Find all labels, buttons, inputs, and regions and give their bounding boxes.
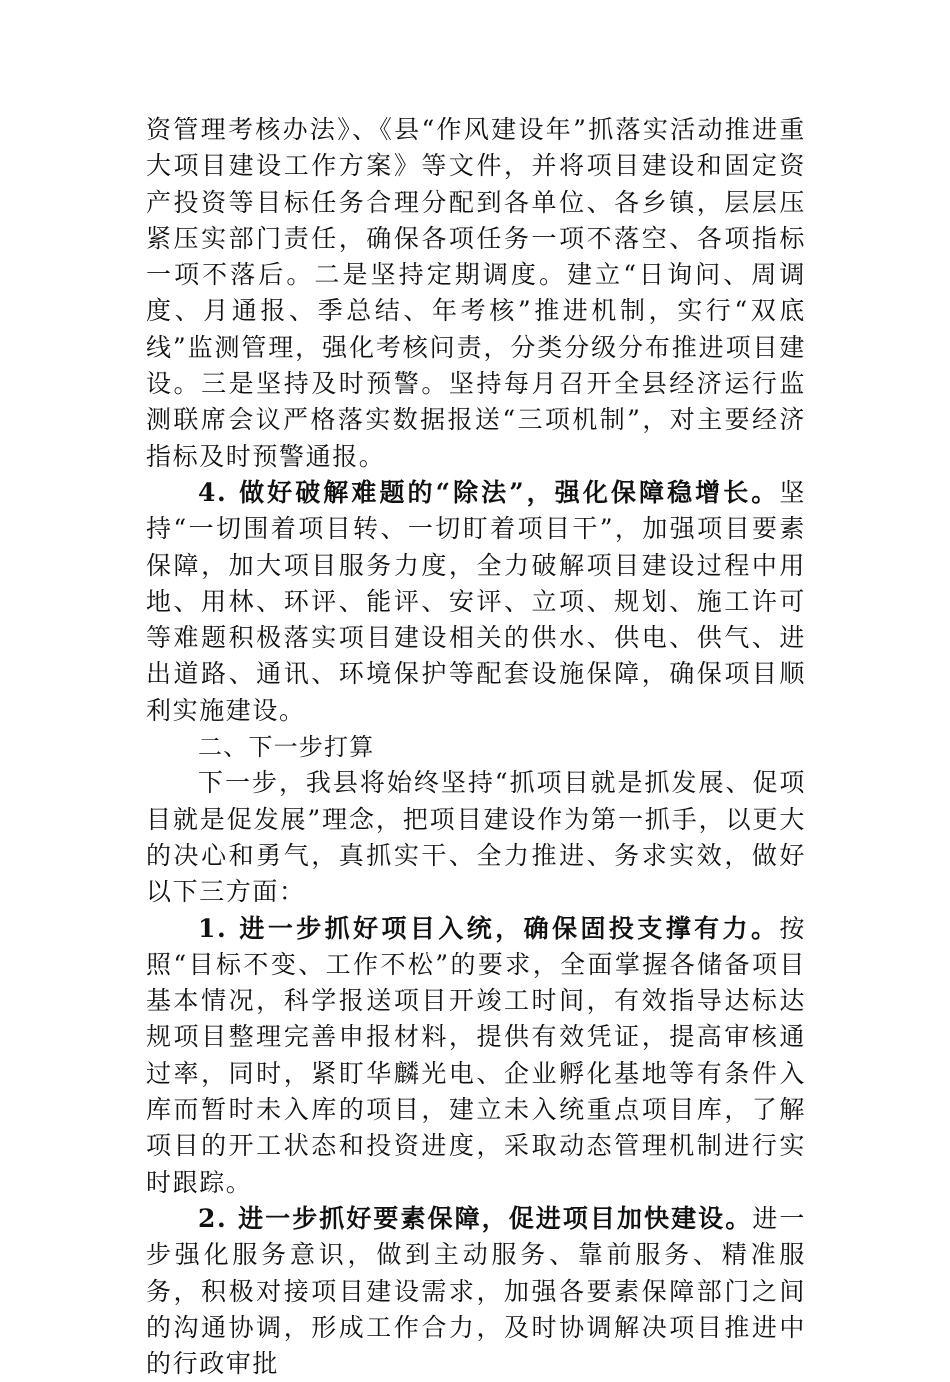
paragraph-body bbox=[146, 765, 806, 910]
paragraph-item-4 bbox=[146, 475, 806, 729]
paragraph-item-1 bbox=[146, 911, 806, 1201]
paragraph-lead: 4. 做好破解难题的“除法”，强化保障稳增长。 bbox=[198, 477, 780, 507]
paragraph-text: 进一步强化服务意识，做到主动服务、靠前服务、精准服务，积极对接项目建设需求，加强各要素保障部门之间的沟通协调，形成工作合力，及时协调解决项目推进中的行政审批 bbox=[146, 1203, 806, 1379]
paragraph-text: 按照“目标不变、工作不松”的要求，全面掌握各储备项目基本情况，科学报送项目开竣工时间，有效指导达标达规项目整理完善申报材料，提供有效凭证，提高审核通过率，同时，紧盯华麟光电、企业孵化基地等有条件入库而暂时未入库的项目，建立未入统重点项目库，了解项目的开工状态和投资进度，采取动态管理机制进行实时跟踪。 bbox=[146, 913, 806, 1197]
paragraph-item-2 bbox=[146, 1201, 806, 1382]
document-body bbox=[146, 112, 806, 1382]
paragraph-text: 坚持“一切围着项目转、一切盯着项目干”，加强项目要素保障，加大项目服务力度，全力破解项目建设过程中用地、用林、环评、能评、安评、立项、规划、施工许可等难题积极落实项目建设相关的供水、供电、供气、进出道路、通讯、环境保护等配套设施保障，确保项目顺利实施建设。 bbox=[146, 477, 806, 725]
paragraph-lead: 2. 进一步抓好要素保障，促进项目加快建设。 bbox=[198, 1203, 753, 1233]
section-heading: 二、下一步打算 bbox=[198, 733, 375, 762]
paragraph-continuation bbox=[146, 112, 806, 475]
paragraph-lead: 1. 进一步抓好项目入统，确保固投支撑有力。 bbox=[198, 913, 780, 943]
paragraph-text: 下一步，我县将始终坚持“抓项目就是抓发展、促项目就是促发展”理念，把项目建设作为第一抓手，以更大的决心和勇气，真抓实干、全力推进、务求实效，做好以下三方面： bbox=[146, 768, 806, 907]
paragraph-text: 资管理考核办法》、《县“作风建设年”抓落实活动推进重大项目建设工作方案》等文件，并将项目建设和固定资产投资等目标任务合理分配到各单位、各乡镇，层层压紧压实部门责任，确保各项任务一项不落空、各项指标一项不落后。二是坚持定期调度。建立“日询问、周调度、月通报、季总结、年考核”推进机制，实行“双底线”监测管理，强化考核问责，分类分级分布推进项目建设。三是坚持及时预警。坚持每月召开全县经济运行监测联席会议严格落实数据报送“三项机制”，对主要经济指标及时预警通报。 bbox=[146, 115, 806, 471]
